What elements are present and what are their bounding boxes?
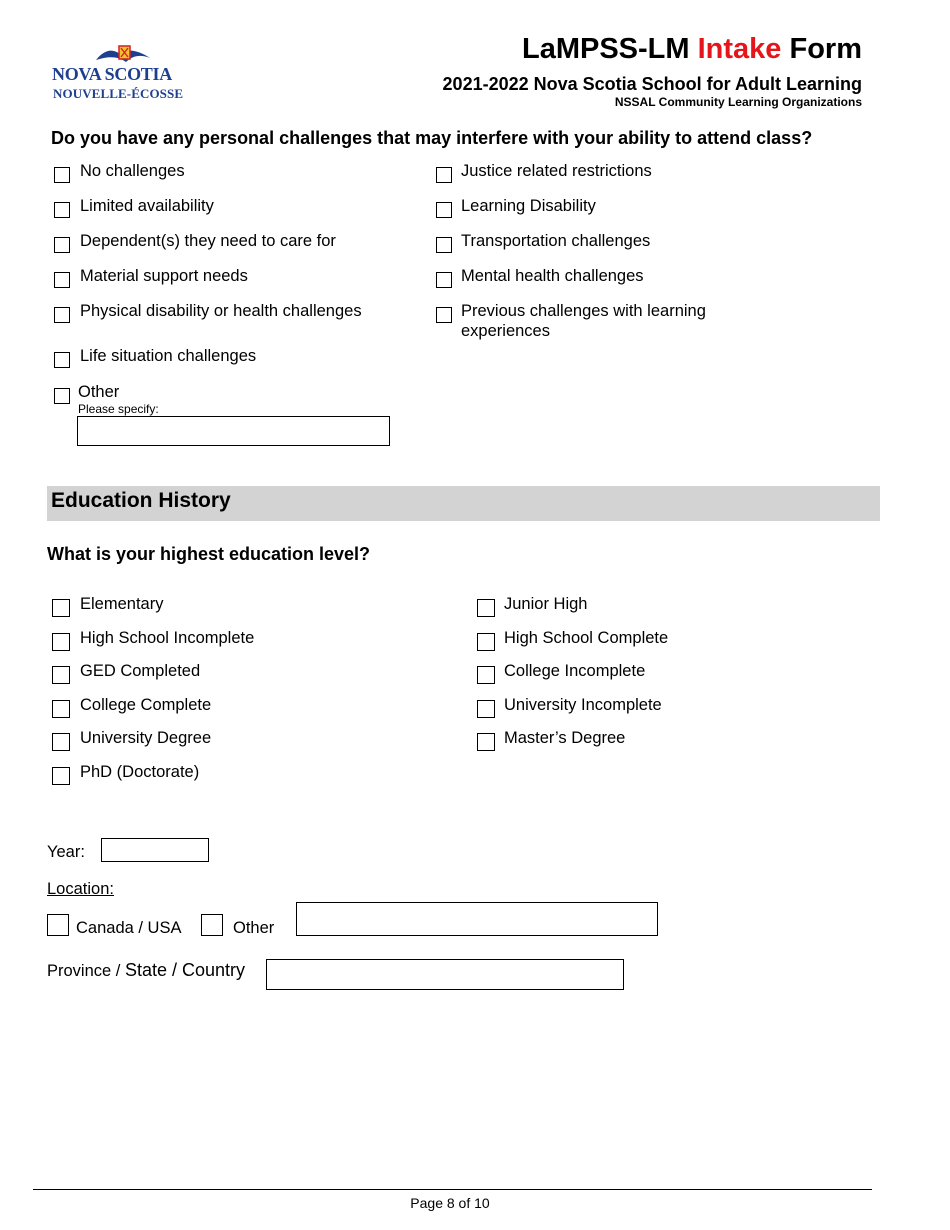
form-title: LaMPSS-LM Intake Form [521,33,862,65]
checkbox-hs-incomplete[interactable] [52,633,70,651]
logo-text-french: NOUVELLE-ÉCOSSE [53,86,184,101]
option-label: High School Incomplete [80,629,255,647]
title-accent: Intake [697,33,782,65]
location-other-label: Other [233,919,275,937]
option-label: Master’s Degree [504,729,626,747]
checkbox-justice-restrictions[interactable] [436,167,452,183]
other-label: Other [78,383,120,401]
option-label: Transportation challenges [461,232,651,250]
location-other-input[interactable] [296,902,658,936]
checkbox-dependents[interactable] [54,237,70,253]
checkbox-location-other[interactable] [201,914,223,936]
checkbox-other[interactable] [54,388,70,404]
checkbox-university-incomplete[interactable] [477,700,495,718]
checkbox-phd[interactable] [52,767,70,785]
option-label: College Incomplete [504,662,646,680]
checkbox-ged[interactable] [52,666,70,684]
option-label: Learning Disability [461,197,596,215]
option-label: University Incomplete [504,696,662,714]
checkbox-no-challenges[interactable] [54,167,70,183]
please-specify-label: Please specify: [78,402,159,416]
form-subtitle: 2021-2022 Nova Scotia School for Adult Learning [442,74,862,94]
checkbox-physical-disability[interactable] [54,307,70,323]
checkbox-college-incomplete[interactable] [477,666,495,684]
other-specify-input[interactable] [77,416,390,446]
checkbox-limited-availability[interactable] [54,202,70,218]
checkbox-previous-learning[interactable] [436,307,452,323]
province-label: Province / State / Country [47,960,246,980]
option-label: Previous challenges with learning experiences [461,302,706,340]
option-label: No challenges [80,162,185,180]
location-label: Location: [47,880,114,898]
checkbox-college-complete[interactable] [52,700,70,718]
checkbox-elementary[interactable] [52,599,70,617]
option-label: Physical disability or health challenges [80,302,362,320]
checkbox-masters[interactable] [477,733,495,751]
year-label: Year: [47,843,85,861]
logo-text-english: NOVA SCOTIA [52,64,172,84]
option-label: Dependent(s) they need to care for [80,232,336,250]
checkbox-hs-complete[interactable] [477,633,495,651]
checkbox-transportation[interactable] [436,237,452,253]
section-title-education: Education History [51,489,231,512]
challenges-question: Do you have any personal challenges that may interfere with your ability to attend class? [51,128,813,148]
checkbox-canada-usa[interactable] [47,914,69,936]
option-label: Limited availability [80,197,214,215]
checkbox-university-degree[interactable] [52,733,70,751]
option-label: PhD (Doctorate) [80,763,200,781]
option-label: Life situation challenges [80,347,257,365]
option-label: Material support needs [80,267,248,285]
option-label: High School Complete [504,629,669,647]
canada-usa-label: Canada / USA [76,919,182,937]
option-label: Elementary [80,595,164,613]
nova-scotia-logo [52,44,188,104]
year-input[interactable] [101,838,209,862]
province-input[interactable] [266,959,624,990]
education-question: What is your highest education level? [47,544,371,564]
checkbox-mental-health[interactable] [436,272,452,288]
option-label: Justice related restrictions [461,162,652,180]
checkbox-learning-disability[interactable] [436,202,452,218]
option-label: GED Completed [80,662,201,680]
option-label: Junior High [504,595,588,613]
footer-divider [33,1189,872,1190]
checkbox-material-support[interactable] [54,272,70,288]
option-label: Mental health challenges [461,267,644,285]
checkbox-junior-high[interactable] [477,599,495,617]
option-label: University Degree [80,729,212,747]
form-organization: NSSAL Community Learning Organizations [614,95,862,109]
option-label: College Complete [80,696,212,714]
page-number: Page 8 of 10 [410,1195,490,1211]
checkbox-life-situation[interactable] [54,352,70,368]
